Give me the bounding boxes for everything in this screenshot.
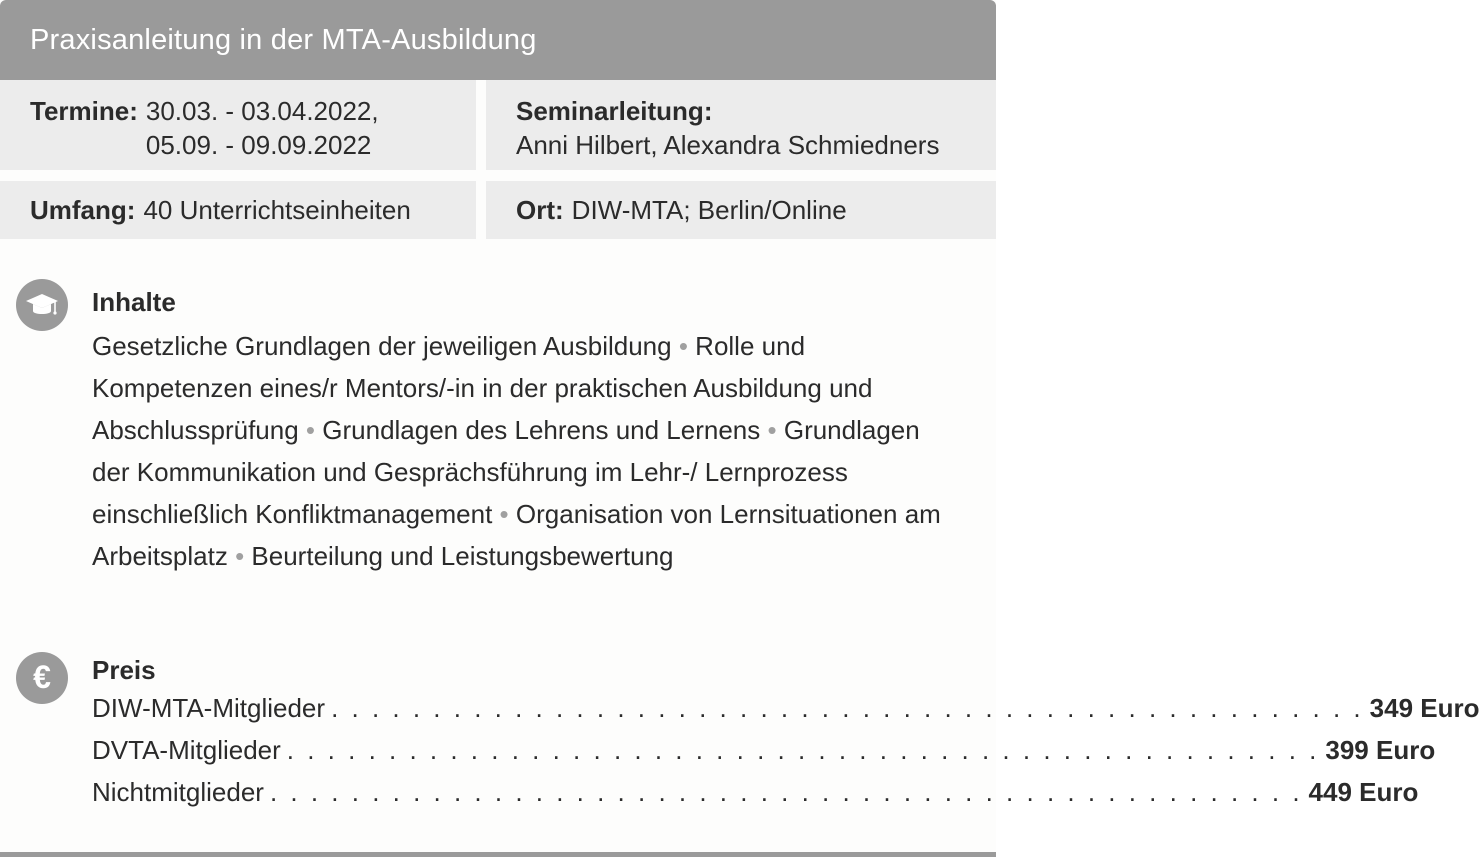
bullet-separator: • bbox=[499, 499, 509, 529]
course-header bbox=[0, 0, 996, 80]
inhalte-item: Grundlagen des Lehrens und Lernens bbox=[322, 415, 761, 445]
termine-date-1: 30.03. - 03.04.2022, bbox=[145, 96, 379, 126]
ort-value: DIW-MTA; Berlin/Online bbox=[571, 194, 847, 225]
termine-date-2: 05.09. - 09.09.2022 bbox=[145, 130, 372, 160]
price-label: DIW-MTA-Mitglieder bbox=[92, 693, 326, 723]
seminarleitung-label: Seminarleitung: bbox=[516, 96, 713, 126]
course-title: Praxisanleitung in der MTA-Ausbildung bbox=[30, 23, 537, 56]
seminarleitung-cell bbox=[486, 80, 996, 170]
inhalte-text bbox=[92, 325, 952, 577]
bottom-divider bbox=[0, 852, 996, 857]
price-label: DVTA-Mitglieder bbox=[92, 735, 281, 765]
ort-label: Ort: bbox=[516, 194, 564, 225]
price-value: 449 Euro bbox=[1308, 777, 1419, 807]
bullet-separator: • bbox=[235, 541, 245, 571]
preis-title: Preis bbox=[92, 655, 156, 685]
inhalte-item: Grundlagen der Kommunikation und Gesprächsführung im Lehr-/ Lernprozess einschließlich Konfliktmanagement bbox=[92, 415, 920, 529]
inhalte-item: Organisation von Lernsituationen am Arbeitsplatz bbox=[92, 499, 941, 571]
inhalte-title: Inhalte bbox=[92, 287, 176, 317]
price-row bbox=[92, 735, 1436, 777]
umfang-cell bbox=[0, 181, 476, 239]
dot-leader: . . . . . . . . . . . . . . . . . . . . . . . . . . . . . . . . . . . . . . . . . . . . . . . . . . . bbox=[269, 777, 1303, 807]
seminarleitung-names: Anni Hilbert, Alexandra Schmiedners bbox=[516, 130, 940, 160]
termine-label: Termine: bbox=[30, 96, 138, 126]
inhalte-item: Gesetzliche Grundlagen der jeweiligen Ausbildung bbox=[92, 331, 672, 361]
inhalte-item: Beurteilung und Leistungsbewertung bbox=[251, 541, 674, 571]
euro-glyph: € bbox=[33, 659, 51, 695]
price-row bbox=[92, 777, 1419, 819]
price-list bbox=[92, 693, 1479, 819]
price-row bbox=[92, 693, 1479, 735]
euro-icon bbox=[16, 652, 68, 704]
price-label: Nichtmitglieder bbox=[92, 777, 264, 807]
ort-cell bbox=[486, 181, 996, 239]
dot-leader: . . . . . . . . . . . . . . . . . . . . . . . . . . . . . . . . . . . . . . . . . . . . . . . . . . . bbox=[286, 735, 1320, 765]
bullet-separator: • bbox=[767, 415, 777, 445]
dot-leader: . . . . . . . . . . . . . . . . . . . . . . . . . . . . . . . . . . . . . . . . . . . . . . . . . . . bbox=[331, 693, 1364, 723]
bullet-separator: • bbox=[305, 415, 316, 445]
umfang-label: Umfang: bbox=[30, 194, 136, 225]
price-value: 349 Euro bbox=[1369, 693, 1479, 723]
price-value: 399 Euro bbox=[1325, 735, 1436, 765]
graduation-cap-icon bbox=[16, 279, 68, 331]
termine-cell bbox=[0, 80, 476, 170]
bullet-separator: • bbox=[678, 331, 688, 361]
umfang-value: 40 Unterrichtseinheiten bbox=[143, 194, 411, 225]
inhalte-item: Rolle und Kompetenzen eines/r Mentors/-in in der praktischen Ausbildung und Abschlussprüfung bbox=[92, 331, 873, 445]
